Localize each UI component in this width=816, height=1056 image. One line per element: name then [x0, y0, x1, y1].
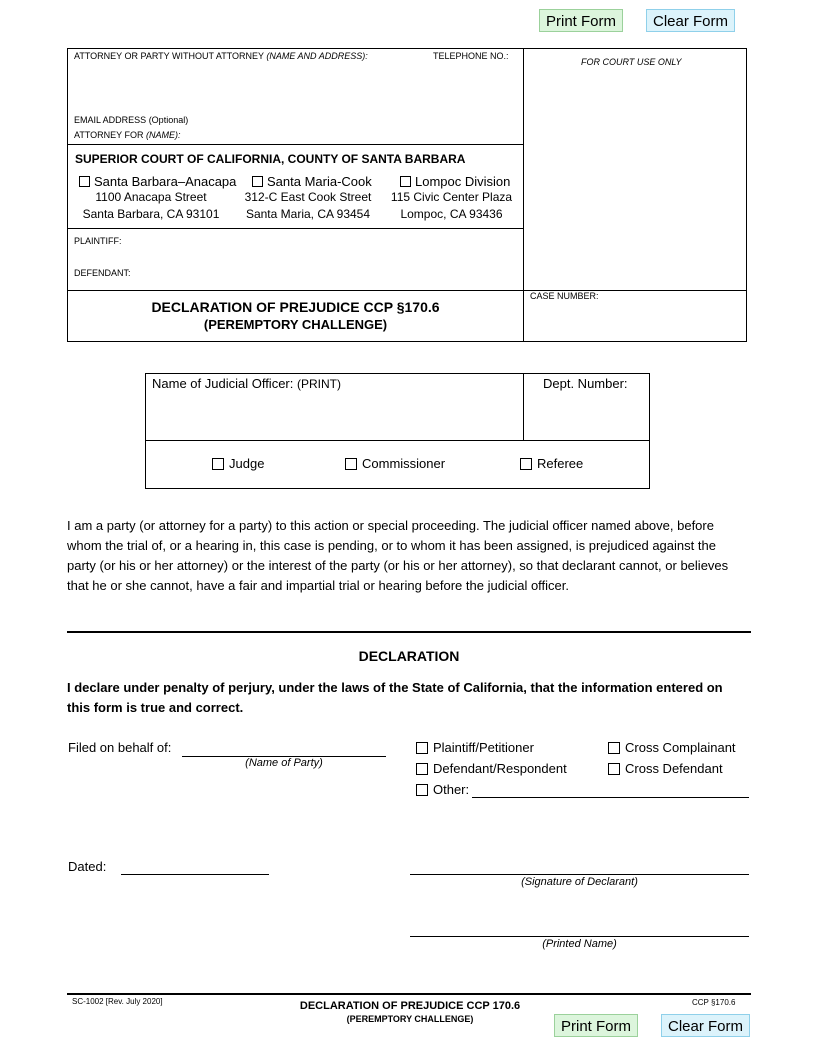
footer-subtitle: (PEREMPTORY CHALLENGE) — [346, 1014, 474, 1024]
statement-line: party (or his or her attorney) or the interest of the party (or his or her attorney), so that declarant cannot, or believes — [67, 558, 729, 573]
location-city-anacapa: Santa Barbara, CA 93101 — [82, 207, 220, 221]
prejudice-statement — [67, 516, 757, 596]
attorney-for-label: ATTORNEY FOR (NAME): — [74, 130, 181, 140]
declaration-text-line-1: I declare under penalty of perjury, under the laws of the State of California, that the information entered on — [67, 680, 723, 695]
attorney-label: ATTORNEY OR PARTY WITHOUT ATTORNEY (NAME AND ADDRESS): — [74, 51, 368, 61]
plaintiff-label: PLAINTIFF: — [74, 236, 122, 246]
declaration-text-line-2: this form is true and correct. — [67, 700, 244, 715]
officer-name-label: Name of Judicial Officer: (PRINT) — [152, 376, 341, 391]
commissioner-label: Commissioner — [362, 456, 446, 471]
location-name-lompoc: Lompoc Division — [415, 174, 511, 189]
location-checkbox-santa-maria[interactable] — [252, 176, 263, 187]
dated-label: Dated: — [68, 859, 107, 874]
referee-label: Referee — [537, 456, 584, 471]
printed-name-field[interactable] — [410, 917, 749, 936]
statement-line: I am a party (or attorney for a party) to this action or special proceeding. The judicial officer named above, before — [67, 518, 714, 533]
dept-number-label: Dept. Number: — [543, 376, 628, 391]
statement-line: whom the trial of, or a hearing in, this case is pending, or to whom it has been assigned, is prejudiced against the — [67, 538, 716, 553]
signature-caption: (Signature of Declarant) — [521, 876, 638, 888]
name-of-party-caption: (Name of Party) — [245, 757, 323, 769]
court-use-label: FOR COURT USE ONLY — [581, 57, 682, 67]
cross-defendant-checkbox[interactable] — [608, 763, 620, 775]
print-form-button-bottom[interactable]: Print Form — [554, 1014, 638, 1037]
clear-form-button[interactable]: Clear Form — [646, 9, 735, 32]
email-label: EMAIL ADDRESS (Optional) — [74, 115, 189, 125]
officer-name-field[interactable] — [152, 398, 517, 434]
case-number-field[interactable] — [530, 306, 740, 334]
other-label: Other: — [433, 782, 470, 797]
section-divider — [67, 631, 751, 633]
commissioner-checkbox[interactable] — [345, 458, 357, 470]
location-checkbox-anacapa[interactable] — [79, 176, 90, 187]
footer-divider — [67, 993, 751, 995]
location-name-anacapa: Santa Barbara–Anacapa — [94, 174, 237, 189]
location-street-anacapa: 1100 Anacapa Street — [95, 190, 207, 204]
form-number: SC-1002 [Rev. July 2020] — [72, 997, 163, 1006]
cross-complainant-label: Cross Complainant — [625, 740, 736, 755]
location-checkbox-lompoc[interactable] — [400, 176, 411, 187]
declaration-heading: DECLARATION — [358, 648, 460, 664]
date-field[interactable] — [121, 857, 269, 874]
location-street-santa-maria: 312-C East Cook Street — [244, 190, 372, 204]
location-street-lompoc: 115 Civic Center Plaza — [390, 190, 513, 204]
clear-form-button-bottom[interactable]: Clear Form — [661, 1014, 750, 1037]
other-role-field[interactable] — [472, 780, 749, 797]
location-city-lompoc: Lompoc, CA 93436 — [400, 207, 503, 221]
footer-code: CCP §170.6 — [692, 998, 736, 1007]
party-name-field[interactable] — [182, 738, 386, 756]
dept-number-field[interactable] — [530, 398, 644, 434]
plaintiff-petitioner-label: Plaintiff/Petitioner — [433, 740, 534, 755]
defendant-respondent-checkbox[interactable] — [416, 763, 428, 775]
court-name: SUPERIOR COURT OF CALIFORNIA, COUNTY OF SANTA BARBARA — [75, 152, 466, 166]
defendant-respondent-label: Defendant/Respondent — [433, 761, 567, 776]
defendant-label: DEFENDANT: — [74, 268, 131, 278]
attorney-name-address-field[interactable] — [74, 64, 519, 112]
filed-on-behalf-label: Filed on behalf of: — [68, 740, 172, 755]
print-form-button[interactable]: Print Form — [539, 9, 623, 32]
judge-label: Judge — [229, 456, 265, 471]
other-checkbox[interactable] — [416, 784, 428, 796]
location-city-santa-maria: Santa Maria, CA 93454 — [245, 207, 371, 221]
cross-defendant-label: Cross Defendant — [625, 761, 723, 776]
statement-line: that he or she cannot, have a fair and impartial trial or hearing before the judicial officer. — [67, 578, 569, 593]
form-title: DECLARATION OF PREJUDICE CCP §170.6 — [151, 299, 440, 315]
defendant-field[interactable] — [136, 264, 518, 282]
cross-complainant-checkbox[interactable] — [608, 742, 620, 754]
signature-field[interactable] — [410, 855, 749, 874]
footer-title: DECLARATION OF PREJUDICE CCP 170.6 — [299, 1000, 521, 1012]
form-subtitle: (PEREMPTORY CHALLENGE) — [203, 317, 388, 332]
printed-name-caption: (Printed Name) — [542, 938, 617, 950]
plaintiff-field[interactable] — [128, 232, 518, 250]
telephone-label: TELEPHONE NO.: — [433, 51, 509, 61]
referee-checkbox[interactable] — [520, 458, 532, 470]
location-name-santa-maria: Santa Maria-Cook — [267, 174, 372, 189]
case-number-label: CASE NUMBER: — [530, 291, 599, 301]
plaintiff-petitioner-checkbox[interactable] — [416, 742, 428, 754]
judge-checkbox[interactable] — [212, 458, 224, 470]
